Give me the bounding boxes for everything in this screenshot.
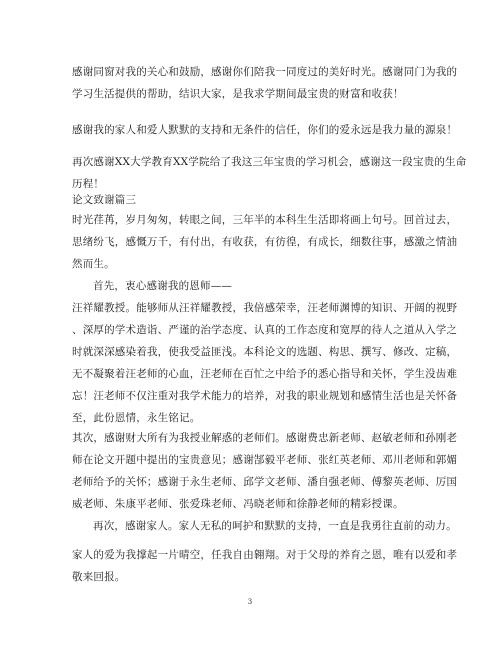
paragraph-teachers [72,427,458,515]
text-line: 至，此份恩情，永生铭记。 [72,412,201,424]
paragraph-family-love [72,544,458,588]
paragraph-intro [72,209,458,275]
text-line: 学习生活提供的帮助，结识大家，是我求学期间最宝贵的财富和收获！ [72,88,404,100]
text-line: 再次，感谢家人。家人无私的呵护和默默的支持，一直是我勇往直前的动力。 [93,520,457,532]
text-line: 忘！汪老师不仅注重对我学术能力的培养，对我的职业规划和感情生活也是关怀备 [72,390,458,402]
text-line: 无不凝聚着汪老师的心血，汪老师在百忙之中给予的悉心指导和关怀，学生没齿难 [72,368,458,380]
page-number: 3 [247,598,253,606]
paragraph-first-thanks [72,275,437,297]
text-line: 首先，衷心感谢我的恩师—— [93,280,233,292]
text-line: 师在论文开题中提出的宝贵意见；感谢郜毅平老师、张红英老师、邓川老师和郭媚 [72,454,458,466]
text-line: 汪祥耀教授。能够师从汪祥耀教授，我倍感荣幸，汪老师渊博的知识、开阔的视野 [72,302,458,314]
text-line: 论文致谢篇三 [72,194,137,206]
text-line: 历程！ [72,178,105,190]
text-line: 家人的爱为我撑起一片晴空，任我自由翱翔。对于父母的养育之恩，唯有以爱和孝 [72,549,458,561]
text-line: 再次感谢XX大学教育XX学院给了我这三年宝贵的学习机会，感谢这一段宝贵的生命 [72,156,467,168]
text-line: 思绪纷飞，感慨万千，有付出，有收获，有彷徨，有成长，细数往事，感激之情油 [72,236,458,248]
text-line: 然而生。 [72,258,115,270]
text-line: 其次，感谢财大所有为我授业解惑的老师们。感谢费忠新老师、赵敏老师和孙刚老 [72,432,458,444]
text-line: 威老师、朱康平老师、张爱珠老师、冯晓老师和徐静老师的精彩授课。 [72,498,404,510]
paragraph-thanks-family [72,119,458,141]
section-heading [72,189,437,211]
text-line: 、深厚的学术造诣、严谨的治学态度、认真的工作态度和宽厚的待人之道从入学之 [72,324,458,336]
paragraph-advisor [72,297,458,429]
text-line: 时就深深感染着我，使我受益匪浅。本科论文的选题、构思、撰写、修改、定稿， [72,346,458,358]
paragraph-family-thanks [72,515,457,537]
text-line: 老师给予的关怀；感谢于永生老师、邱学文老师、潘自强老师、傅黎英老师、厉国 [72,476,458,488]
text-line: 感谢同窗对我的关心和鼓励，感谢你们陪我一同度过的美好时光。感谢同门为我的 [72,66,458,78]
text-line: 时光荏苒，岁月匆匆，转眼之间，三年半的本科生生活即将画上句号。回首过去， [72,214,458,226]
text-line: 敬来回报。 [72,571,126,583]
text-line: 感谢我的家人和爱人默默的支持和无条件的信任，你们的爱永远是我力量的源泉！ [72,124,458,136]
paragraph-thanks-classmates [72,61,458,105]
